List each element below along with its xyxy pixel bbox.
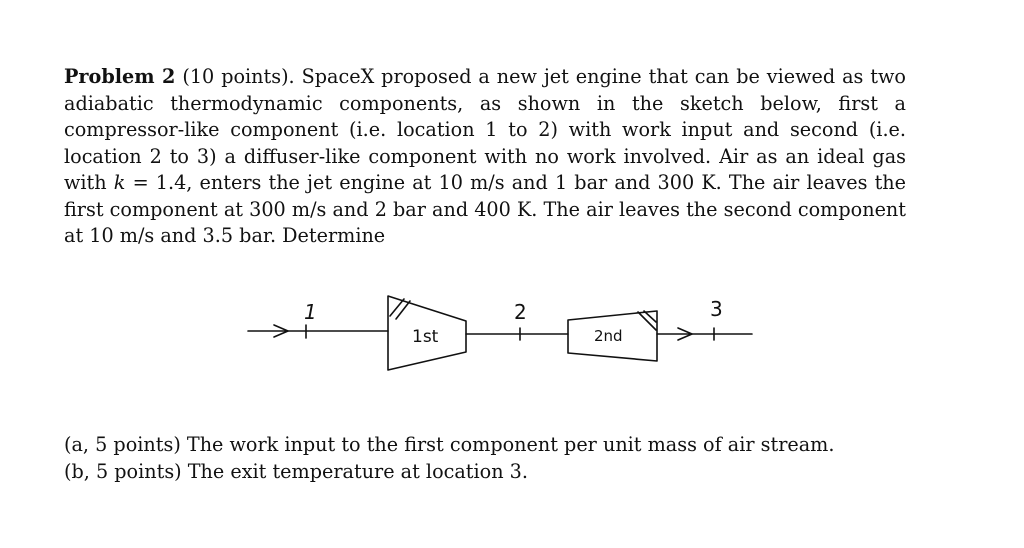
problem-text-part-2: = 1.4, enters the jet engine at 10 m/s and 1 bar and 300 K. The air leaves the first component at 300 m/s and 2 bar and 400 K. The air leaves the second component at 10 m/s and 3.5 bar. Determine bbox=[64, 171, 906, 247]
component-1-label: 1st bbox=[412, 327, 439, 347]
jet-engine-sketch bbox=[240, 288, 770, 388]
question-parts bbox=[64, 432, 906, 485]
component-2-label: 2nd bbox=[594, 327, 623, 345]
diffuser-hatch-icon bbox=[638, 311, 656, 330]
problem-points: (10 points). bbox=[182, 65, 295, 88]
part-b: (b, 5 points) The exit temperature at location 3. bbox=[64, 459, 528, 483]
problem-statement bbox=[64, 64, 906, 250]
location-1-label: 1 bbox=[304, 300, 317, 324]
location-3-label: 3 bbox=[710, 297, 723, 321]
problem-heading: Problem 2 bbox=[64, 65, 176, 88]
problem-text-part-1: SpaceX proposed a new jet engine that can be viewed as two adiabatic thermodynamic components, as shown in the sketch below, first a compressor-like component (i.e. location 1 to 2) with work input and second (i.e. location 2 to 3) a diffuser-like component with no work involved. Air as an ideal gas with bbox=[64, 65, 906, 194]
location-2-label: 2 bbox=[514, 300, 527, 324]
k-symbol: k bbox=[113, 171, 126, 194]
part-a: (a, 5 points) The work input to the first component per unit mass of air stream. bbox=[64, 433, 835, 456]
